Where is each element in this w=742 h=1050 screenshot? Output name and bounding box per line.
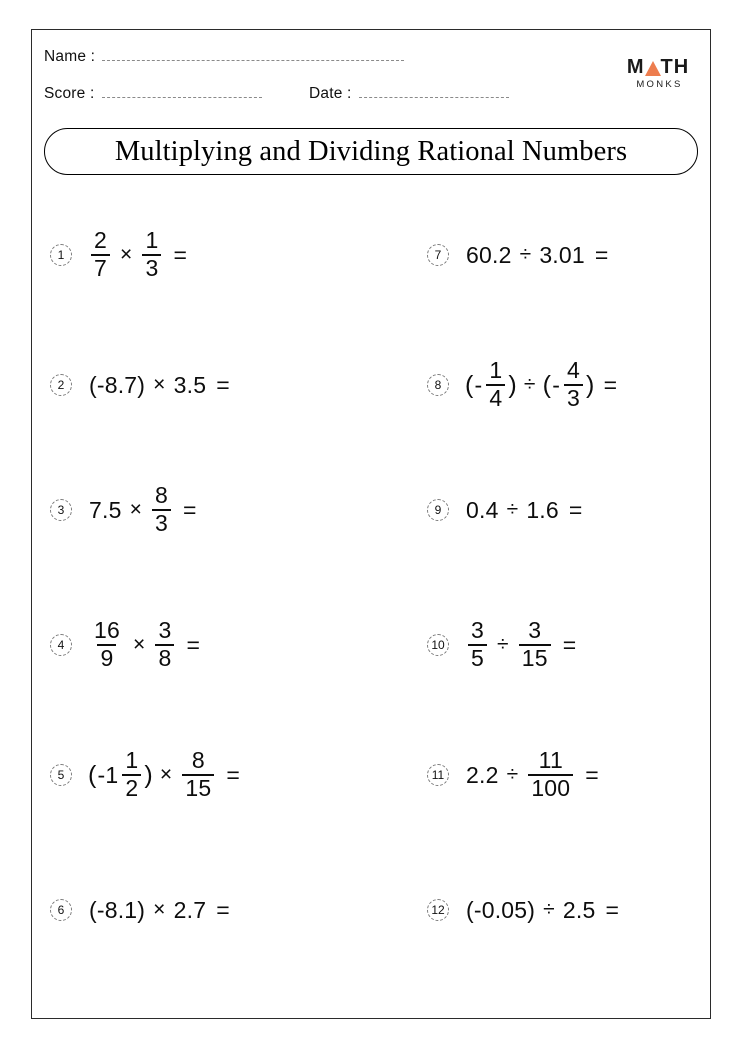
date-input[interactable] — [359, 88, 509, 98]
operator: × — [159, 763, 173, 786]
operator: ÷ — [523, 373, 536, 396]
term: (-8.1) — [89, 896, 146, 923]
problem-item[interactable] — [50, 615, 200, 675]
name-field-group — [44, 48, 404, 66]
equals-sign: = — [216, 371, 230, 398]
equals-sign: = — [605, 896, 620, 923]
problem-expression — [88, 372, 230, 399]
fraction-denominator: 3 — [142, 254, 161, 281]
date-label: Date : — [309, 85, 352, 102]
operator: ÷ — [506, 498, 519, 521]
score-field-group — [44, 85, 262, 103]
equals-sign: = — [173, 241, 188, 268]
fraction — [564, 359, 583, 410]
problem-number: 7 — [427, 244, 449, 266]
problem-number: 11 — [427, 764, 449, 786]
problem-item[interactable] — [427, 745, 599, 805]
term: 0.4 — [466, 496, 499, 523]
fraction-numerator: 1 — [489, 357, 503, 384]
logo-text-right: TH — [660, 56, 690, 78]
equals-sign: = — [585, 761, 599, 788]
term: 1.6 — [526, 496, 559, 523]
problem-expression — [88, 897, 230, 924]
operator: ÷ — [497, 633, 509, 656]
operator: ÷ — [519, 243, 532, 266]
term: - — [552, 371, 561, 398]
operator: × — [153, 373, 166, 396]
problem-expression — [465, 242, 609, 269]
equals-sign: = — [216, 896, 230, 923]
fraction-numerator: 2 — [94, 227, 107, 254]
operator: × — [153, 898, 166, 921]
problem-item[interactable] — [427, 225, 609, 285]
problem-expression — [465, 619, 576, 670]
fraction-numerator: 3 — [471, 617, 484, 644]
fraction-denominator: 15 — [182, 774, 214, 801]
operator: ÷ — [543, 898, 555, 921]
problem-number: 10 — [427, 634, 449, 656]
problem-expression — [88, 484, 197, 535]
mathmonks-logo — [619, 57, 697, 90]
problem-item[interactable] — [427, 615, 576, 675]
problem-expression — [465, 749, 599, 800]
problem-number: 6 — [50, 899, 72, 921]
name-input[interactable] — [102, 51, 404, 61]
logo-wordmark — [619, 57, 697, 77]
term: - — [474, 371, 483, 398]
fraction-numerator: 11 — [538, 747, 563, 774]
problem-expression — [88, 749, 240, 800]
problem-number: 8 — [427, 374, 449, 396]
score-label: Score : — [44, 85, 95, 102]
term: 2.7 — [173, 896, 207, 923]
problem-number: 5 — [50, 764, 72, 786]
problem-item[interactable] — [50, 480, 197, 540]
worksheet-header — [32, 30, 710, 108]
problem-item[interactable] — [427, 880, 619, 940]
fraction-numerator: 1 — [145, 227, 159, 254]
problem-expression — [465, 497, 583, 524]
logo-text-left: M — [626, 56, 645, 78]
fraction-denominator: 8 — [155, 644, 174, 671]
term: 2.2 — [466, 761, 499, 788]
fraction — [486, 359, 505, 410]
fraction-numerator: 16 — [94, 617, 120, 644]
score-input[interactable] — [102, 88, 262, 98]
fraction — [142, 229, 161, 280]
problem-number: 2 — [50, 374, 72, 396]
fraction — [91, 229, 110, 280]
parenthesis: ) — [508, 370, 517, 399]
fraction — [155, 619, 174, 670]
fraction-denominator: 100 — [528, 774, 573, 801]
worksheet-page — [31, 29, 711, 1019]
problem-item[interactable] — [50, 745, 240, 805]
triangle-icon — [645, 61, 661, 76]
fraction-denominator: 4 — [486, 384, 505, 411]
operator: × — [120, 243, 133, 266]
fraction — [122, 749, 141, 800]
term: (-0.05) — [466, 896, 536, 923]
equals-sign: = — [183, 496, 197, 523]
parenthesis: ( — [465, 370, 474, 399]
operator: × — [129, 498, 143, 521]
fraction-denominator: 7 — [91, 254, 110, 281]
problem-expression — [88, 619, 200, 670]
problem-item[interactable] — [50, 355, 230, 415]
fraction — [468, 619, 487, 670]
equals-sign: = — [603, 371, 618, 398]
problem-expression — [88, 229, 187, 280]
fraction-numerator: 3 — [158, 617, 172, 644]
fraction-denominator: 3 — [564, 384, 583, 411]
term: (-8.7) — [89, 371, 146, 398]
problem-expression — [465, 897, 619, 924]
fraction-denominator: 9 — [97, 644, 116, 671]
parenthesis: ) — [586, 370, 595, 399]
problem-item[interactable] — [427, 480, 583, 540]
problem-item[interactable] — [50, 880, 230, 940]
problem-number: 4 — [50, 634, 72, 656]
problem-item[interactable] — [427, 355, 617, 415]
term: 2.5 — [562, 896, 596, 923]
logo-subtext: MONKS — [636, 79, 683, 90]
parenthesis: ( — [88, 760, 97, 789]
fraction-denominator: 5 — [468, 644, 487, 671]
problem-expression — [465, 359, 617, 410]
equals-sign: = — [594, 241, 609, 268]
fraction — [91, 619, 123, 670]
parenthesis: ) — [144, 760, 153, 789]
fraction-denominator: 2 — [122, 774, 141, 801]
problem-number: 3 — [50, 499, 72, 521]
problem-number: 9 — [427, 499, 449, 521]
fraction — [519, 619, 551, 670]
fraction-numerator: 1 — [125, 747, 139, 774]
fraction — [528, 749, 573, 800]
page-title: Multiplying and Dividing Rational Numbers — [114, 135, 628, 167]
fraction-numerator: 8 — [155, 482, 169, 509]
fraction-numerator: 3 — [528, 617, 542, 644]
term: 3.01 — [539, 241, 585, 268]
fraction — [152, 484, 171, 535]
equals-sign: = — [568, 496, 583, 523]
term: 3.5 — [173, 371, 207, 398]
title-banner — [44, 128, 698, 175]
equals-sign: = — [562, 631, 577, 658]
fraction-denominator: 3 — [152, 509, 171, 536]
fraction — [182, 749, 214, 800]
fraction-numerator: 4 — [567, 357, 581, 384]
fraction-denominator: 15 — [519, 644, 551, 671]
name-label: Name : — [44, 48, 96, 65]
parenthesis: ( — [542, 370, 552, 399]
equals-sign: = — [226, 761, 241, 788]
term: 60.2 — [466, 241, 512, 268]
problem-item[interactable] — [50, 225, 187, 285]
fraction-numerator: 8 — [191, 747, 205, 774]
problem-number: 1 — [50, 244, 72, 266]
operator: ÷ — [506, 763, 519, 786]
problem-number: 12 — [427, 899, 449, 921]
equals-sign: = — [186, 631, 201, 658]
operator: × — [132, 633, 146, 656]
date-field-group — [309, 85, 509, 103]
term: 7.5 — [89, 496, 122, 523]
term: -1 — [97, 761, 119, 788]
